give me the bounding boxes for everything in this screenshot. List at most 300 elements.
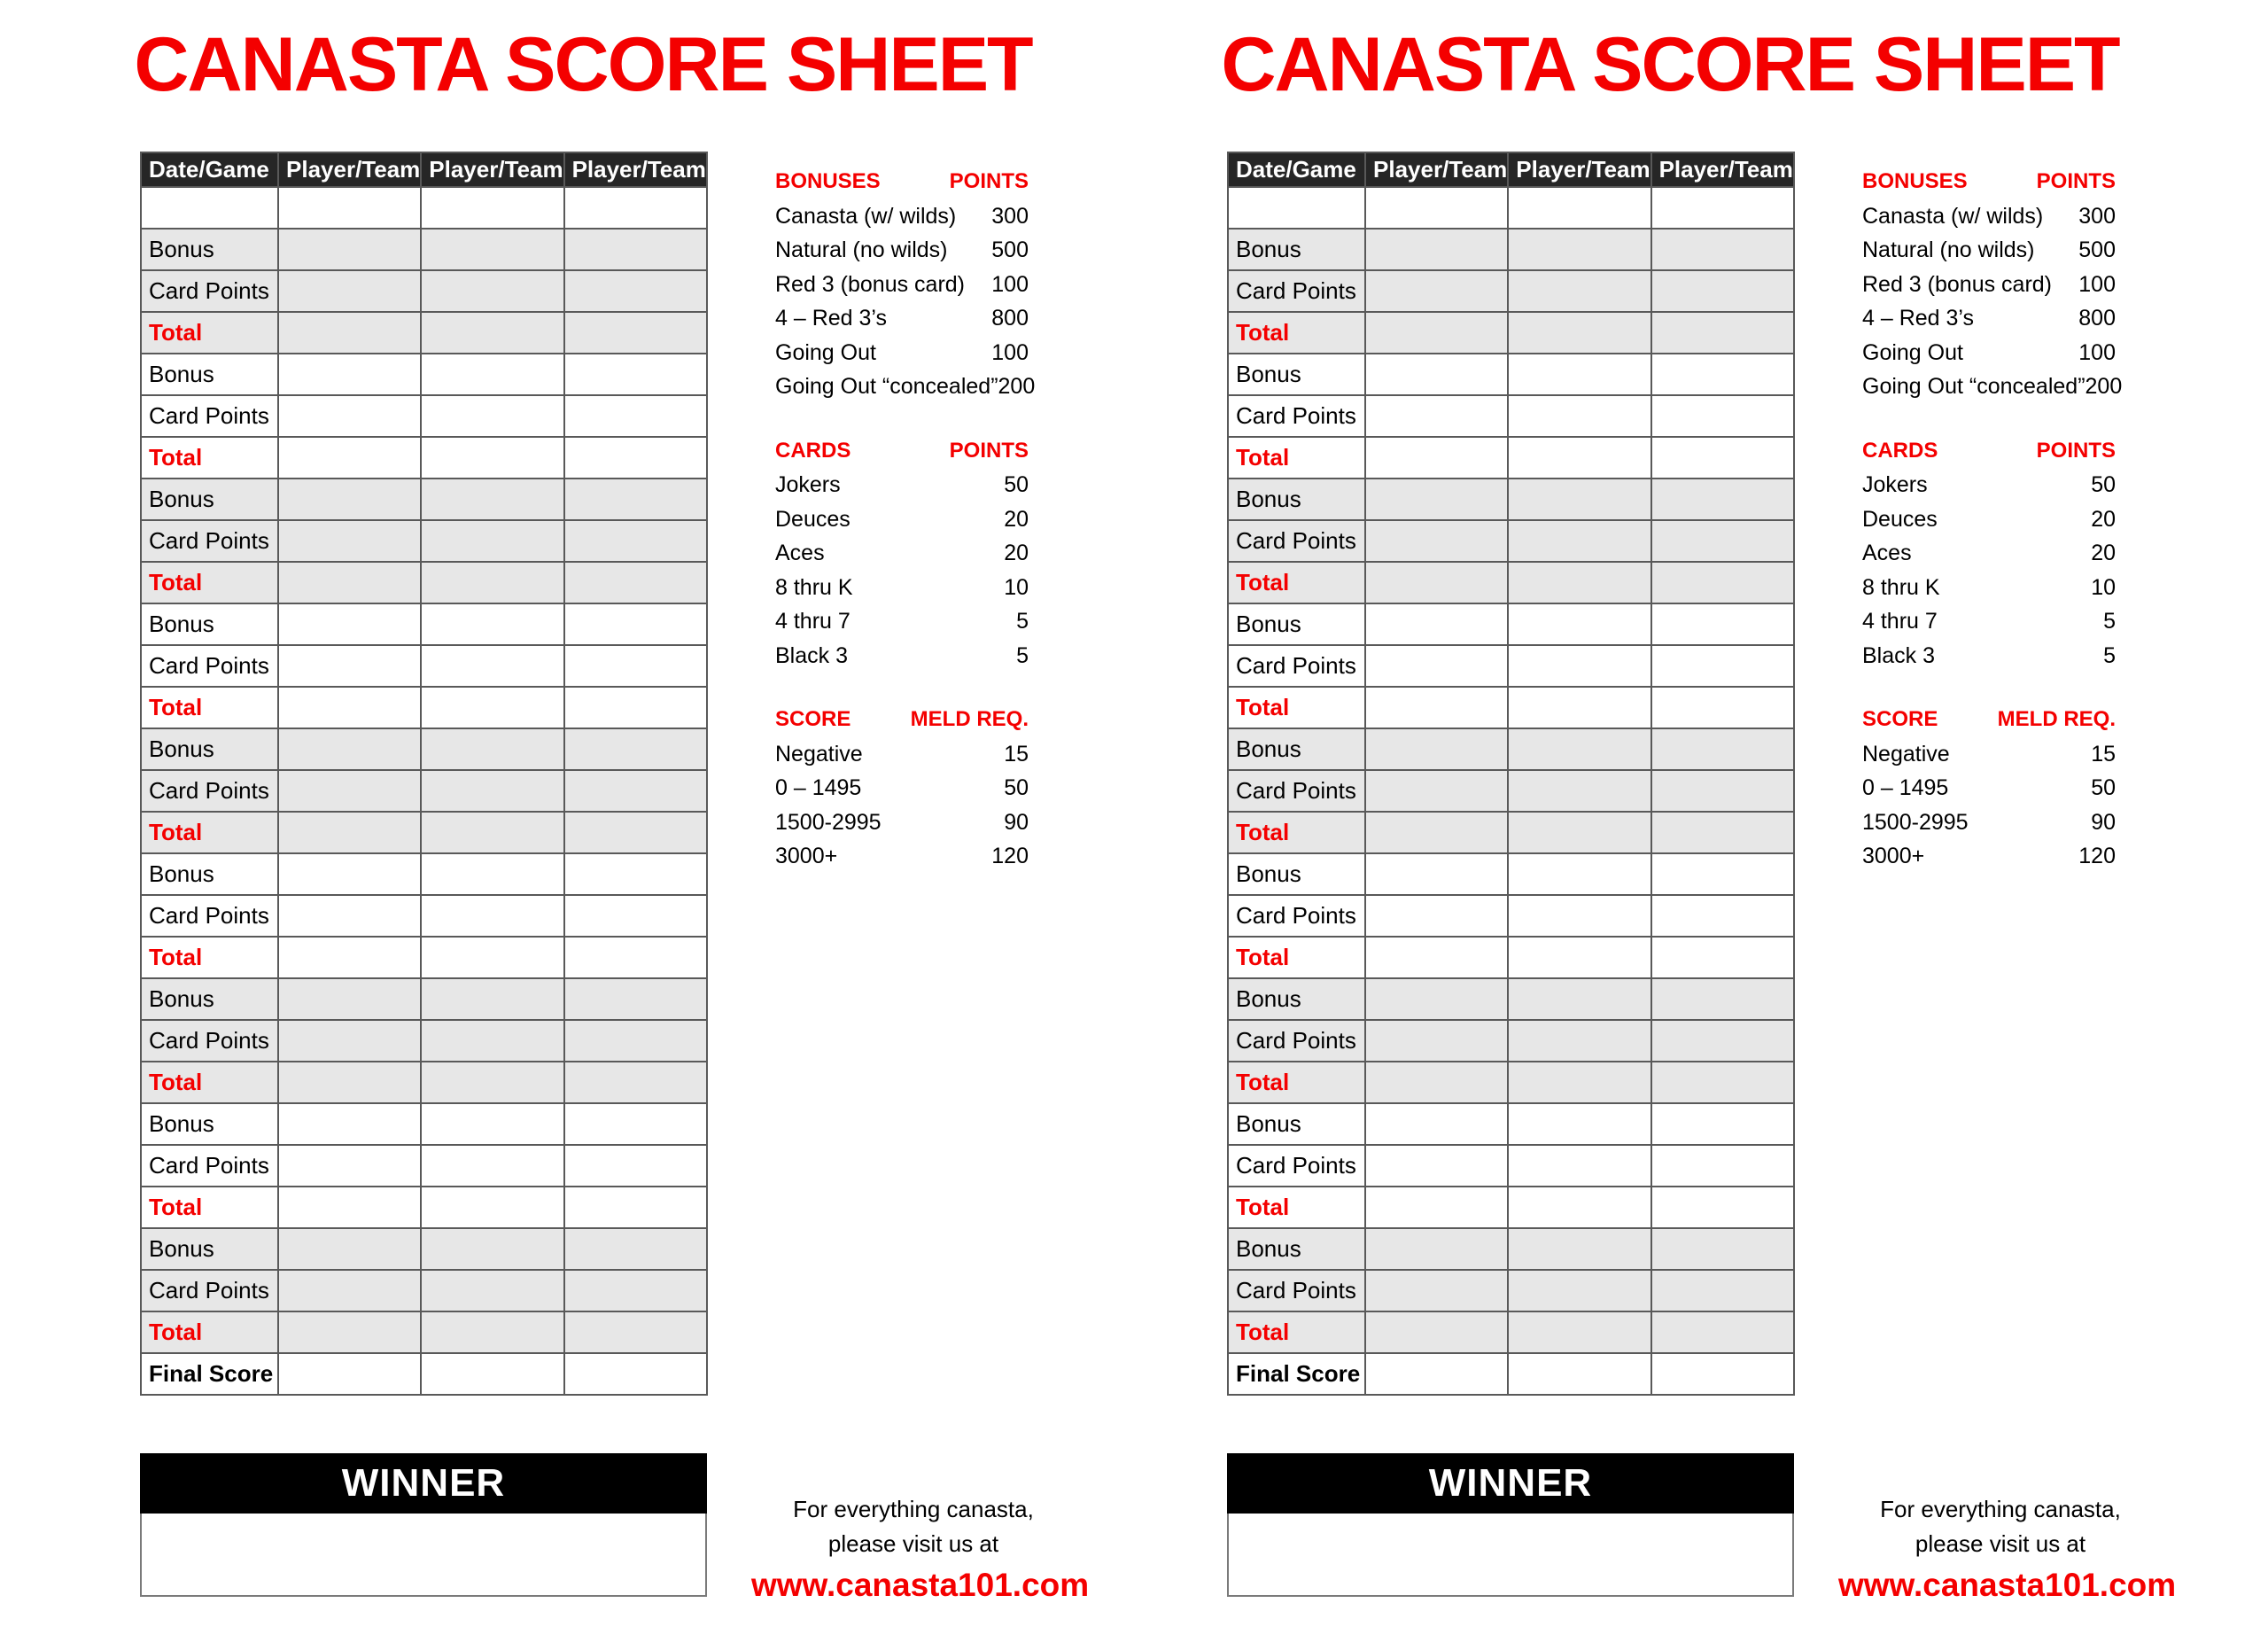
legend-item [775,839,1029,874]
score-cell [1508,687,1651,728]
table-row-card-points [141,770,707,812]
table-row-card-points [1228,1270,1794,1311]
score-cell [1365,1187,1508,1228]
score-cell [1508,562,1651,603]
score-cell [1508,1103,1651,1145]
legend-item [775,268,1029,302]
score-cell [1365,479,1508,520]
legend-item [775,199,1029,234]
legend [775,165,1036,874]
legend-value-title: POINTS [949,438,1029,463]
legend-item [1862,268,2116,302]
score-cell [564,1103,707,1145]
legend-item-value: 50 [2091,472,2116,497]
legend-title: CARDS [1862,438,1938,463]
table-row-bonus [141,354,707,395]
row-label: Bonus [141,603,278,645]
legend-item [1862,805,2116,840]
legend-item-value: 200 [998,374,1036,399]
legend-item-value: 50 [1004,775,1029,800]
row-label: Bonus [1228,728,1365,770]
score-table-body [1228,187,1794,1395]
score-cell [278,395,421,437]
row-label: Bonus [141,1228,278,1270]
row-label: Total [1228,1187,1365,1228]
row-label: Total [141,1187,278,1228]
legend-title: SCORE [775,707,851,731]
score-cell [278,1228,421,1270]
legend-item-label: 3000+ [775,844,838,868]
legend-item-value: 90 [1004,809,1029,835]
table-row-total [1228,1062,1794,1103]
table-row-total [141,937,707,978]
column-header-player-team: Player/Team [1365,152,1508,187]
score-cell [1651,479,1794,520]
legend-item [775,771,1029,805]
website-link[interactable]: www.canasta101.com [1838,1567,2177,1603]
legend-item-label: Deuces [1862,506,1938,532]
legend-item-value: 50 [2091,775,2116,800]
row-label: Total [141,312,278,354]
row-label: Total [1228,312,1365,354]
score-cell [1651,562,1794,603]
score-cell [421,978,563,1020]
legend-item [1862,604,2116,639]
legend-item-value: 200 [2085,374,2123,399]
score-cell [1508,603,1651,645]
score-cell [1508,1228,1651,1270]
row-label: Bonus [141,978,278,1020]
score-cell [1365,1103,1508,1145]
row-label: Bonus [1228,1228,1365,1270]
final-score-row [1228,1353,1794,1395]
score-cell [421,645,563,687]
legend-item-value: 800 [2078,306,2116,331]
table-row-total [141,562,707,603]
date-game-row [141,187,707,229]
score-cell [564,312,707,354]
table-row-card-points [1228,270,1794,312]
legend-item [1862,536,2116,571]
legend-title: BONUSES [1862,169,1968,193]
legend-item-label: 0 – 1495 [775,775,862,800]
legend-item-label: 1500-2995 [775,809,882,835]
row-label: Card Points [1228,1270,1365,1311]
score-cell [1365,728,1508,770]
row-label: Card Points [141,1020,278,1062]
winner-banner: WINNER [1227,1453,1794,1514]
footer [751,1492,1090,1604]
table-row-card-points [1228,895,1794,937]
table-row-total [141,812,707,853]
table-row-bonus [141,479,707,520]
legend-item [1862,233,2116,268]
row-label: Total [1228,562,1365,603]
score-cell [1365,520,1508,562]
score-cell [1651,1270,1794,1311]
score-cell [421,312,563,354]
score-cell [1365,603,1508,645]
table-row-total [1228,312,1794,354]
legend-item [1862,301,2116,336]
score-cell [1365,354,1508,395]
score-cell [564,1187,707,1228]
table-row-card-points [141,1145,707,1187]
legend-item-label: 4 – Red 3’s [775,306,888,331]
score-cell [564,1228,707,1270]
score-cell [1651,354,1794,395]
legend-item [775,301,1029,336]
score-cell [1508,1145,1651,1187]
row-label: Card Points [141,895,278,937]
legend-item [775,502,1029,537]
table-row-total [141,1311,707,1353]
legend-item [775,468,1029,502]
score-cell [421,770,563,812]
score-cell [1508,1020,1651,1062]
legend-item-value: 500 [2078,237,2116,262]
legend-item [1862,571,2116,605]
score-cell [1365,312,1508,354]
legend-item-label: Going Out “concealed” [775,374,998,399]
score-cell [1508,1062,1651,1103]
score-cell [1651,728,1794,770]
table-row-card-points [141,1020,707,1062]
legend-item-value: 20 [2091,506,2116,532]
footer-text-line1: For everything canasta, [1880,1496,2121,1522]
score-table-body [141,187,707,1395]
score-cell [1365,437,1508,479]
score-cell [421,562,563,603]
table-row-total [1228,562,1794,603]
table-row-bonus [141,978,707,1020]
score-cell [278,1062,421,1103]
legend-title: BONUSES [775,169,881,193]
legend-section-cards [775,434,1029,673]
row-label: Card Points [141,520,278,562]
score-cell [564,520,707,562]
row-label: Card Points [1228,395,1365,437]
score-cell [564,1020,707,1062]
row-label: Card Points [141,395,278,437]
score-cell [1651,395,1794,437]
score-cell [421,395,563,437]
score-cell [1508,354,1651,395]
score-cell [421,937,563,978]
legend-item-value: 300 [991,203,1029,229]
legend-item [1862,839,2116,874]
footer [1838,1492,2177,1604]
row-label: Total [1228,437,1365,479]
score-cell [1651,1103,1794,1145]
score-cell [421,1353,563,1395]
column-header-date-game: Date/Game [1228,152,1365,187]
legend-item-label: 8 thru K [775,574,853,600]
legend-item-label: Negative [775,741,863,767]
table-row-total [1228,1187,1794,1228]
legend-value-title: MELD REQ. [1997,707,2116,731]
page-title: CANASTA SCORE SHEET [1221,22,2119,107]
legend-item-label: 4 thru 7 [775,609,850,634]
score-cell [564,395,707,437]
score-cell [564,1353,707,1395]
legend-item-label: 1500-2995 [1862,809,1969,835]
score-cell [278,1270,421,1311]
legend-item [775,737,1029,772]
score-cell [278,479,421,520]
legend-item-value: 20 [1004,506,1029,532]
legend-item-label: Canasta (w/ wilds) [775,203,957,229]
row-label: Total [1228,687,1365,728]
legend-item [775,805,1029,840]
table-row-card-points [141,645,707,687]
legend-item-label: Going Out [1862,339,1963,365]
score-cell [1365,270,1508,312]
row-label: Card Points [1228,1145,1365,1187]
score-cell [1365,1062,1508,1103]
row-label: Final Score [1228,1353,1365,1395]
table-row-bonus [1228,853,1794,895]
score-cell [1365,687,1508,728]
table-row-total [141,1187,707,1228]
row-label: Card Points [141,1145,278,1187]
legend-item-value: 20 [1004,541,1029,565]
legend-section-bonuses [1862,165,2123,404]
legend-section-score [775,703,1029,874]
score-cell [564,895,707,937]
legend-item-value: 120 [991,844,1029,868]
table-row-total [141,312,707,354]
score-cell [278,354,421,395]
score-cell [421,1145,563,1187]
row-label: Total [1228,937,1365,978]
score-cell [278,853,421,895]
table-row-bonus [1228,229,1794,270]
row-label: Total [141,687,278,728]
legend-header-bonuses [775,165,1029,199]
score-cell [278,1145,421,1187]
score-cell [564,187,707,229]
score-cell [278,1187,421,1228]
legend-title: CARDS [775,438,851,463]
score-cell [564,853,707,895]
legend-item [1862,771,2116,805]
footer-text-line2: please visit us at [827,1530,999,1557]
legend-item-label: 8 thru K [1862,574,1940,600]
row-label: Bonus [1228,354,1365,395]
legend-value-title: POINTS [2036,169,2116,193]
legend-item-label: 4 – Red 3’s [1862,306,1975,331]
score-cell [1228,187,1365,229]
legend-item-value: 100 [2078,271,2116,297]
row-label: Card Points [141,270,278,312]
score-cell [564,1062,707,1103]
score-cell [1365,937,1508,978]
score-table [1227,152,1795,1396]
table-row-total [1228,812,1794,853]
table-row-bonus [1228,1103,1794,1145]
legend-item-value: 10 [1004,574,1029,600]
table-row-card-points [1228,1145,1794,1187]
column-header-player-team: Player/Team [421,152,563,187]
legend-item-label: Going Out “concealed” [1862,374,2085,399]
score-cell [421,1270,563,1311]
legend-item-label: 4 thru 7 [1862,609,1938,634]
row-label: Bonus [141,354,278,395]
table-row-card-points [141,270,707,312]
legend-item-label: Negative [1862,741,1950,767]
table-row-card-points [1228,520,1794,562]
score-cell [421,1187,563,1228]
table-row-bonus [1228,603,1794,645]
row-label: Bonus [141,853,278,895]
winner-section [140,1453,707,1597]
score-cell [278,937,421,978]
score-table [140,152,708,1396]
score-cell [278,770,421,812]
page-title: CANASTA SCORE SHEET [134,22,1032,107]
score-cell [564,812,707,853]
row-label: Total [141,812,278,853]
final-score-row [141,1353,707,1395]
row-label: Bonus [141,728,278,770]
legend [1862,165,2123,874]
score-cell [564,978,707,1020]
score-cell [1651,1311,1794,1353]
winner-entry-box [1227,1514,1794,1597]
score-cell [1365,895,1508,937]
legend-item [775,604,1029,639]
table-row-card-points [1228,395,1794,437]
score-cell [564,479,707,520]
website-link[interactable]: www.canasta101.com [751,1567,1090,1603]
score-cell [421,437,563,479]
table-row-bonus [1228,728,1794,770]
score-cell [278,312,421,354]
score-cell [421,853,563,895]
score-cell [1365,1228,1508,1270]
legend-item-label: Red 3 (bonus card) [775,271,966,297]
score-cell [564,229,707,270]
legend-item-label: Going Out [775,339,876,365]
score-cell [421,187,563,229]
score-cell [1651,1187,1794,1228]
score-cell [1508,479,1651,520]
score-cell [1365,1145,1508,1187]
legend-section-score [1862,703,2116,874]
score-cell [1365,812,1508,853]
score-cell [1651,978,1794,1020]
row-label: Total [1228,1311,1365,1353]
row-label: Bonus [1228,603,1365,645]
score-cell [278,187,421,229]
row-label: Card Points [1228,1020,1365,1062]
legend-item-value: 800 [991,306,1029,331]
legend-item-label: 3000+ [1862,844,1925,868]
legend-item-label: Aces [1862,541,1912,565]
row-label: Card Points [1228,645,1365,687]
table-row-total [1228,937,1794,978]
legend-item-value: 500 [991,237,1029,262]
score-cell [1508,437,1651,479]
score-cell [1508,1187,1651,1228]
legend-item-label: Canasta (w/ wilds) [1862,203,2044,229]
score-cell [1508,937,1651,978]
footer-text-line2: please visit us at [1915,1530,2086,1557]
row-label: Total [1228,812,1365,853]
score-cell [564,437,707,479]
legend-item-label: Jokers [1862,472,1928,497]
score-cell [421,354,563,395]
row-label: Bonus [1228,978,1365,1020]
table-row-bonus [141,603,707,645]
table-row-total [141,437,707,479]
score-cell [1365,1353,1508,1395]
legend-item [775,639,1029,673]
score-cell [421,270,563,312]
score-cell [1365,229,1508,270]
score-sheet-panel-right [1087,0,2268,1642]
table-row-total [141,687,707,728]
legend-item [1862,502,2116,537]
score-cell [421,520,563,562]
score-cell [421,479,563,520]
score-cell [278,437,421,479]
score-cell [1651,937,1794,978]
score-cell [278,978,421,1020]
legend-item-label: Red 3 (bonus card) [1862,271,2053,297]
row-label: Card Points [1228,520,1365,562]
score-cell [421,687,563,728]
score-cell [421,1062,563,1103]
column-header-player-team: Player/Team [564,152,707,187]
score-cell [421,603,563,645]
score-cell [564,937,707,978]
legend-item [1862,639,2116,673]
score-cell [1651,520,1794,562]
score-cell [278,562,421,603]
score-cell [1651,1062,1794,1103]
legend-item-value: 5 [1016,642,1029,668]
legend-item [775,536,1029,571]
legend-item [775,571,1029,605]
legend-item-label: Deuces [775,506,850,532]
legend-item-value: 100 [991,271,1029,297]
row-label: Bonus [141,229,278,270]
score-cell [564,1311,707,1353]
winner-entry-box [140,1514,707,1597]
score-cell [1508,1353,1651,1395]
legend-item-label: Natural (no wilds) [775,237,948,262]
score-cell [1508,1311,1651,1353]
row-label: Card Points [141,645,278,687]
legend-item-label: Aces [775,541,825,565]
header-row [141,152,707,187]
score-cell [564,603,707,645]
row-label: Total [141,1311,278,1353]
score-cell [1651,1020,1794,1062]
legend-item-value: 5 [2103,609,2116,634]
score-cell [421,1103,563,1145]
legend-item [1862,336,2116,370]
legend-item-value: 10 [2091,574,2116,600]
table-row-card-points [141,520,707,562]
score-cell [141,187,278,229]
legend-item-label: Black 3 [775,642,848,668]
score-cell [564,354,707,395]
table-row-bonus [1228,978,1794,1020]
score-cell [1651,1228,1794,1270]
